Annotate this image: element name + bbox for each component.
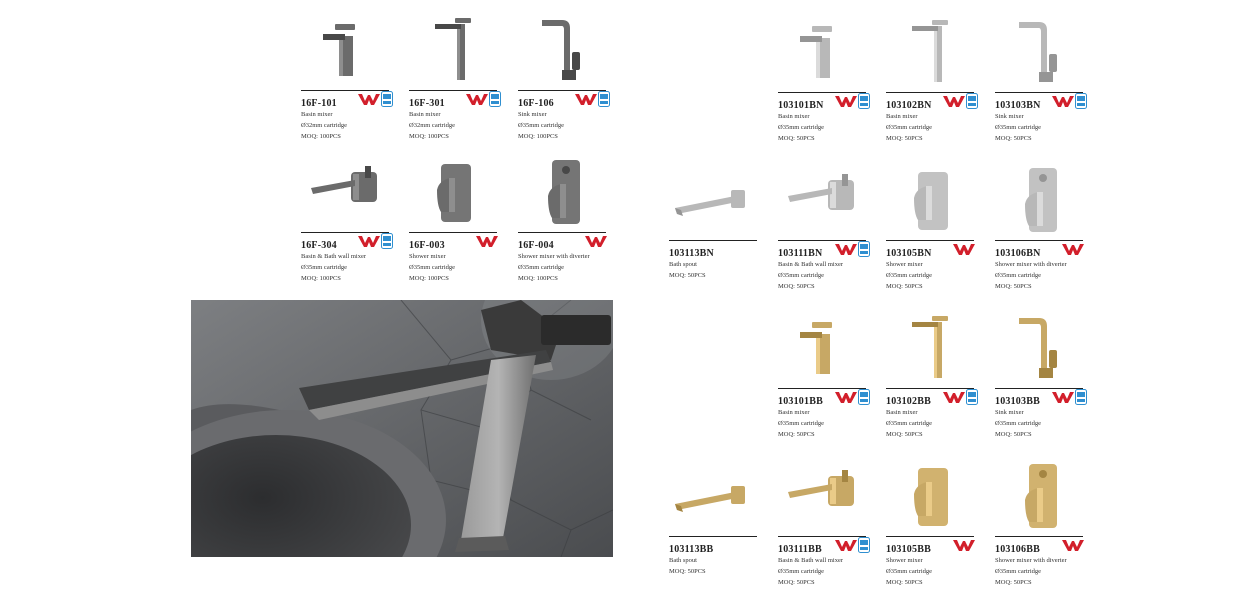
watermark-icon: [1051, 391, 1075, 405]
divider: [886, 240, 974, 241]
watermark-icon: [357, 93, 381, 107]
cartridge-spec: Ø35mm cartridge: [995, 124, 1042, 131]
product-code: 103102BN: [886, 100, 932, 111]
moq-text: MOQ: 50PCS: [886, 431, 923, 438]
divider: [886, 536, 974, 537]
moq-text: MOQ: 100PCS: [409, 275, 449, 282]
product-code: 103101BN: [778, 100, 824, 111]
wall-mixer-image: [301, 156, 389, 228]
product-description: Basin mixer: [886, 409, 918, 416]
product-description: Sink mixer: [995, 113, 1024, 120]
product-code: 103101BB: [778, 396, 823, 407]
product-code: 16F-106: [518, 98, 554, 109]
divider: [669, 240, 757, 241]
product-code: 103103BB: [995, 396, 1040, 407]
divider: [778, 388, 866, 389]
wels-badge-icon: [1075, 389, 1087, 403]
watermark-icon: [942, 391, 966, 405]
divider: [995, 92, 1083, 93]
watermark-icon: [952, 243, 976, 257]
moq-text: MOQ: 50PCS: [886, 579, 923, 586]
product-description: Basin mixer: [778, 409, 810, 416]
divider: [995, 388, 1083, 389]
watermark-icon: [475, 235, 499, 249]
moq-text: MOQ: 100PCS: [518, 275, 558, 282]
wels-badge-icon: [1075, 93, 1087, 107]
product-code: 16F-301: [409, 98, 445, 109]
product-card: [669, 460, 757, 592]
product-card: [518, 156, 606, 288]
moq-text: MOQ: 50PCS: [886, 135, 923, 142]
watermark-icon: [1051, 95, 1075, 109]
basin-mixer-image: [778, 312, 866, 384]
divider: [886, 388, 974, 389]
product-code: 16F-003: [409, 240, 445, 251]
moq-text: MOQ: 100PCS: [301, 275, 341, 282]
product-code: 103113BB: [669, 544, 714, 555]
product-card: [518, 14, 606, 146]
cartridge-spec: Ø35mm cartridge: [778, 568, 825, 575]
cartridge-spec: Ø35mm cartridge: [518, 122, 565, 129]
divider: [518, 232, 606, 233]
product-description: Bath spout: [669, 261, 697, 268]
watermark-icon: [1061, 539, 1085, 553]
moq-text: MOQ: 50PCS: [886, 283, 923, 290]
divider: [778, 240, 866, 241]
watermark-icon: [952, 539, 976, 553]
product-description: Shower mixer with diverter: [995, 557, 1067, 564]
shower-mixer-image: [409, 156, 497, 228]
moq-text: MOQ: 50PCS: [669, 568, 706, 575]
product-code: 16F-304: [301, 240, 337, 251]
shower-diverter-image: [518, 156, 606, 228]
product-card: [778, 164, 866, 296]
wels-badge-icon: [858, 241, 870, 255]
divider: [778, 536, 866, 537]
product-card: [778, 312, 866, 444]
cartridge-spec: Ø35mm cartridge: [886, 568, 933, 575]
watermark-icon: [834, 95, 858, 109]
watermark-icon: [834, 539, 858, 553]
tall-basin-mixer-image: [409, 14, 497, 86]
moq-text: MOQ: 50PCS: [778, 579, 815, 586]
wall-mixer-image: [778, 460, 866, 532]
wels-badge-icon: [381, 233, 393, 247]
shower-mixer-image: [886, 164, 974, 236]
wels-badge-icon: [858, 93, 870, 107]
product-card: [995, 16, 1083, 148]
product-description: Sink mixer: [518, 111, 547, 118]
moq-text: MOQ: 100PCS: [301, 133, 341, 140]
cartridge-spec: Ø35mm cartridge: [886, 420, 933, 427]
shower-mixer-image: [886, 460, 974, 532]
cartridge-spec: Ø35mm cartridge: [995, 272, 1042, 279]
basin-mixer-photo: [191, 300, 613, 557]
product-description: Shower mixer with diverter: [518, 253, 590, 260]
moq-text: MOQ: 100PCS: [518, 133, 558, 140]
cartridge-spec: Ø32mm cartridge: [409, 122, 456, 129]
product-card: [409, 14, 497, 146]
watermark-icon: [357, 235, 381, 249]
watermark-icon: [574, 93, 598, 107]
tall-basin-mixer-image: [886, 312, 974, 384]
product-code: 16F-101: [301, 98, 337, 109]
moq-text: MOQ: 50PCS: [995, 431, 1032, 438]
bath-spout-image: [669, 460, 757, 532]
cartridge-spec: Ø35mm cartridge: [778, 420, 825, 427]
cartridge-spec: Ø35mm cartridge: [778, 124, 825, 131]
product-card: [669, 164, 757, 296]
product-code: 103102BB: [886, 396, 931, 407]
moq-text: MOQ: 50PCS: [778, 431, 815, 438]
sink-mixer-image: [995, 312, 1083, 384]
product-card: [301, 14, 389, 146]
divider: [778, 92, 866, 93]
wels-badge-icon: [489, 91, 501, 105]
shower-diverter-image: [995, 164, 1083, 236]
product-code: 103105BN: [886, 248, 932, 259]
product-code: 103111BB: [778, 544, 822, 555]
product-description: Basin & Bath wall mixer: [778, 557, 843, 564]
shower-diverter-image: [995, 460, 1083, 532]
divider: [669, 536, 757, 537]
product-card: [886, 164, 974, 296]
product-card: [995, 460, 1083, 592]
cartridge-spec: Ø35mm cartridge: [518, 264, 565, 271]
product-description: Bath spout: [669, 557, 697, 564]
product-card: [886, 16, 974, 148]
moq-text: MOQ: 100PCS: [409, 133, 449, 140]
moq-text: MOQ: 50PCS: [995, 135, 1032, 142]
sink-mixer-image: [995, 16, 1083, 88]
product-code: 103103BN: [995, 100, 1041, 111]
wels-badge-icon: [966, 389, 978, 403]
basin-mixer-image: [301, 14, 389, 86]
product-description: Shower mixer: [886, 557, 923, 564]
watermark-icon: [942, 95, 966, 109]
divider: [409, 232, 497, 233]
basin-mixer-image: [778, 16, 866, 88]
cartridge-spec: Ø35mm cartridge: [301, 264, 348, 271]
moq-text: MOQ: 50PCS: [778, 283, 815, 290]
product-card: [995, 312, 1083, 444]
moq-text: MOQ: 50PCS: [778, 135, 815, 142]
watermark-icon: [834, 391, 858, 405]
bath-spout-image: [669, 164, 757, 236]
product-description: Basin & Bath wall mixer: [778, 261, 843, 268]
cartridge-spec: Ø35mm cartridge: [409, 264, 456, 271]
divider: [995, 536, 1083, 537]
cartridge-spec: Ø35mm cartridge: [778, 272, 825, 279]
moq-text: MOQ: 50PCS: [669, 272, 706, 279]
watermark-icon: [465, 93, 489, 107]
product-card: [995, 164, 1083, 296]
product-description: Basin mixer: [778, 113, 810, 120]
product-card: [886, 460, 974, 592]
divider: [886, 92, 974, 93]
cartridge-spec: Ø35mm cartridge: [995, 568, 1042, 575]
product-card: [886, 312, 974, 444]
product-code: 103106BB: [995, 544, 1040, 555]
wall-mixer-image: [778, 164, 866, 236]
product-description: Basin mixer: [886, 113, 918, 120]
watermark-icon: [584, 235, 608, 249]
product-description: Shower mixer: [886, 261, 923, 268]
product-card: [778, 460, 866, 592]
product-description: Shower mixer with diverter: [995, 261, 1067, 268]
product-code: 103105BB: [886, 544, 931, 555]
divider: [409, 90, 497, 91]
cartridge-spec: Ø35mm cartridge: [886, 272, 933, 279]
product-code: 103106BN: [995, 248, 1041, 259]
product-description: Sink mixer: [995, 409, 1024, 416]
wels-badge-icon: [858, 389, 870, 403]
product-card: [778, 16, 866, 148]
product-code: 103113BN: [669, 248, 714, 259]
product-description: Basin mixer: [301, 111, 333, 118]
product-card: [301, 156, 389, 288]
product-code: 103111BN: [778, 248, 823, 259]
product-description: Shower mixer: [409, 253, 446, 260]
watermark-icon: [1061, 243, 1085, 257]
cartridge-spec: Ø35mm cartridge: [995, 420, 1042, 427]
cartridge-spec: Ø35mm cartridge: [886, 124, 933, 131]
tall-basin-mixer-image: [886, 16, 974, 88]
moq-text: MOQ: 50PCS: [995, 283, 1032, 290]
product-code: 16F-004: [518, 240, 554, 251]
watermark-icon: [834, 243, 858, 257]
moq-text: MOQ: 50PCS: [995, 579, 1032, 586]
divider: [518, 90, 606, 91]
divider: [301, 90, 389, 91]
wels-badge-icon: [381, 91, 393, 105]
product-description: Basin & Bath wall mixer: [301, 253, 366, 260]
product-description: Basin mixer: [409, 111, 441, 118]
wels-badge-icon: [858, 537, 870, 551]
product-card: [409, 156, 497, 288]
lifestyle-photo: [191, 300, 613, 557]
sink-mixer-image: [518, 14, 606, 86]
divider: [995, 240, 1083, 241]
cartridge-spec: Ø32mm cartridge: [301, 122, 348, 129]
wels-badge-icon: [966, 93, 978, 107]
divider: [301, 232, 389, 233]
wels-badge-icon: [598, 91, 610, 105]
